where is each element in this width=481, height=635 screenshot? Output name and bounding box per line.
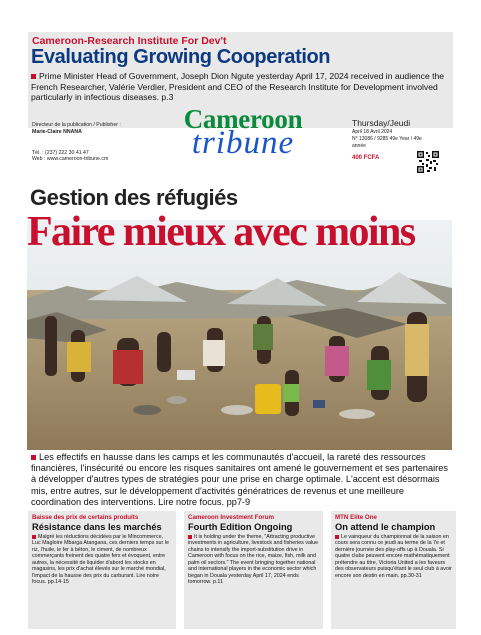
story-panel-markets[interactable] (28, 511, 176, 629)
story-body (188, 534, 319, 586)
publisher-web[interactable]: Web : www.cameroon-tribune.cm (32, 156, 109, 163)
logo-line-2: tribune (191, 125, 295, 161)
header-summary (31, 71, 451, 103)
lead-caption (31, 452, 455, 508)
story-body-text: Le vainqueur du championnat de la saison en cours sera connu ce jeudi au terme de la 7e et dernière journée des play-offs up à Douala. Si quatre clubs peuvent encore mathématiquement prétendre au titre, Victoria United a les faveurs des observateurs puisqu'étant le seul club à avoir encore son destin en main. pp.30-31 (335, 534, 452, 579)
lead-caption-text: Les effectifs en hausse dans les camps et les communautés d'accueil, la rareté des ressources financières, l'insécurité ou encore les risques sanitaires ont amené le gouvernement et ses partenaires à développer d'autres types de stratégies pour une prise en charge optimale. L'accent est désormais mis, entre autres, sur le développement d'activités génératrices de revenus et une meilleure coordination des interventions. Lire notre focus. pp7-9 (31, 452, 448, 507)
header-summary-text: Prime Minister Head of Government, Joseph Dion Ngute yesterday April 17, 2024 received in audience the French Researcher, Valérie Verdier, President and CEO of the Research Institute for Development involved particularly in infectious diseases. p.3 (31, 71, 445, 103)
qr-code-icon[interactable] (416, 150, 440, 174)
story-body (32, 534, 172, 586)
issue-day: Thursday/Jeudi (352, 118, 411, 128)
issue-price: 400 FCFA (352, 154, 380, 161)
logo-line-1: Cameroon (183, 104, 303, 134)
bullet-icon (32, 535, 36, 539)
story-kicker: Baisse des prix de certains produits (32, 514, 139, 521)
story-panel-investment-forum[interactable] (184, 511, 323, 629)
publisher-label: Directeur de la publication / Publisher : (32, 122, 121, 128)
bullet-icon (335, 535, 339, 539)
bullet-icon (188, 535, 192, 539)
issue-date: April 18 Avril 2024 (352, 129, 393, 135)
story-kicker: MTN Elite One (335, 514, 377, 521)
story-body-text: Malgré les réductions décidées par le Mincommerce, Luc Magloire Mbarga Atangana, ces derniers temps sur le riz, l'huile, le fer à béton, le ciment, de nombreux commerçants freinent des quatre fers et évoquent, entre autres, la nécessité de liquider d'abord les stocks en magasins, les prix d'achat élevés sur le marché mondial, l'impact de la hausse des prix du carburant. Lire notre focus. pp.14-15 (32, 534, 169, 586)
story-kicker: Cameroon Investment Forum (188, 514, 274, 521)
masthead-logo[interactable] (168, 106, 318, 170)
story-panel-football[interactable] (331, 511, 456, 629)
story-body-text: It is holding under the theme, "Attracting productive investments in agriculture, livestock and fisheries value chains to intensify the import-substitution drive in Cameroon with focus on the rice, maize, fish, milk and palm oil sectors." The event bringing together national and international players in the economic sector which began in Douala yesterday April 17, 2024 ends tomorrow. p.11 (188, 534, 319, 586)
issue-info (352, 118, 422, 162)
header-kicker: Cameroon-Research Institute For Dev't (32, 35, 227, 47)
publisher-phone: Tél. : (237) 222 30 41 47 (32, 149, 89, 156)
issue-number: N° 13086 / 9285 49e Year / 49e année (352, 136, 422, 150)
header-title[interactable]: Evaluating Growing Cooperation (31, 46, 331, 68)
lead-headline[interactable]: Faire mieux avec moins (27, 209, 415, 255)
bullet-icon (31, 455, 36, 460)
publication-info (32, 122, 182, 163)
story-title[interactable]: Résistance dans les marchés (32, 522, 162, 532)
bullet-icon (31, 74, 36, 79)
lead-overline: Gestion des réfugiés (30, 185, 238, 210)
publisher-name: Marie-Claire NNANA (32, 128, 82, 135)
story-title[interactable]: On attend le champion (335, 522, 436, 532)
story-title[interactable]: Fourth Edition Ongoing (188, 522, 293, 532)
story-body (335, 534, 452, 579)
